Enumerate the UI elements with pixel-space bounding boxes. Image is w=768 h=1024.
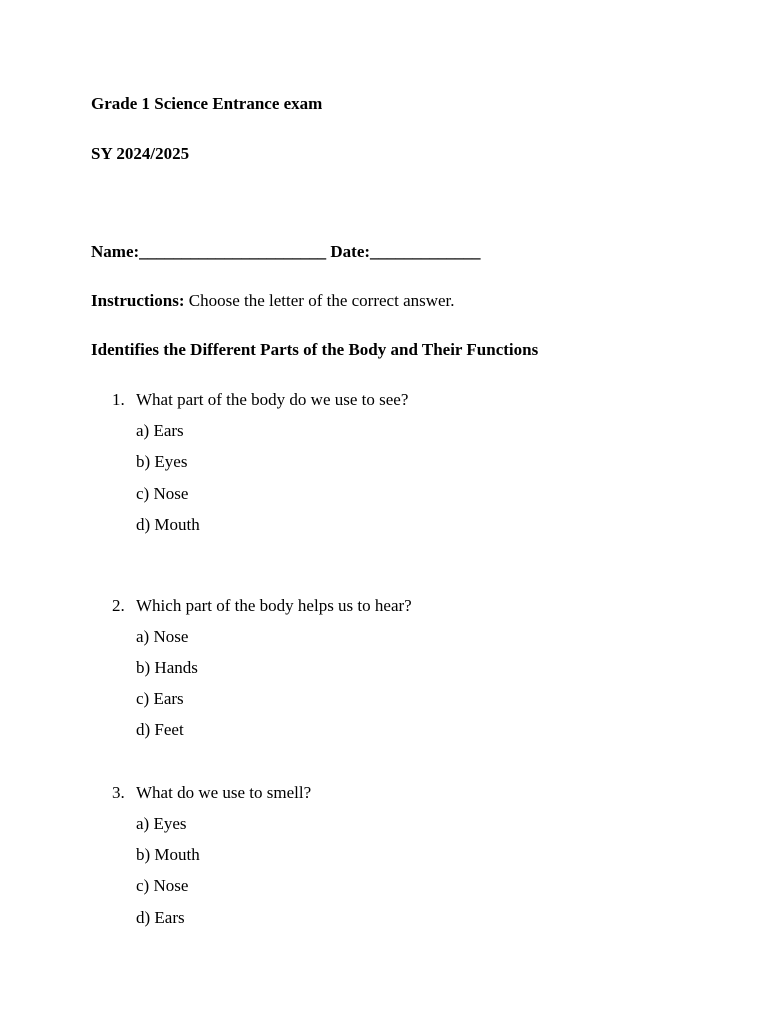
answer-option: c) Ears	[136, 689, 184, 708]
answer-option: d) Ears	[136, 908, 185, 927]
answer-option: a) Eyes	[136, 814, 187, 833]
answer-option: b) Mouth	[136, 845, 200, 864]
question-text: What do we use to smell?	[136, 783, 312, 802]
name-date-fields	[91, 242, 481, 262]
instructions-text: Choose the letter of the correct answer.	[184, 291, 455, 310]
question-text: Which part of the body helps us to hear?	[136, 596, 412, 615]
answer-option: c) Nose	[136, 484, 189, 503]
instructions-label: Instructions:	[91, 291, 185, 310]
answer-option: a) Ears	[136, 421, 184, 440]
date-field-label: Date:_____________	[330, 242, 481, 261]
instructions	[91, 291, 455, 311]
school-year: SY 2024/2025	[91, 144, 190, 163]
question-number: 3.	[112, 783, 125, 802]
question-text: What part of the body do we use to see?	[136, 390, 409, 409]
name-field-label: Name:______________________	[91, 242, 327, 261]
section-title: Identifies the Different Parts of the Body and Their Functions	[91, 340, 539, 359]
answer-option: d) Mouth	[136, 515, 200, 534]
answer-option: d) Feet	[136, 720, 184, 739]
answer-option: b) Eyes	[136, 452, 188, 471]
question-number: 1.	[112, 390, 125, 409]
answer-option: b) Hands	[136, 658, 198, 677]
exam-title: Grade 1 Science Entrance exam	[91, 94, 323, 113]
answer-option: c) Nose	[136, 876, 189, 895]
answer-option: a) Nose	[136, 627, 189, 646]
question-number: 2.	[112, 596, 125, 615]
